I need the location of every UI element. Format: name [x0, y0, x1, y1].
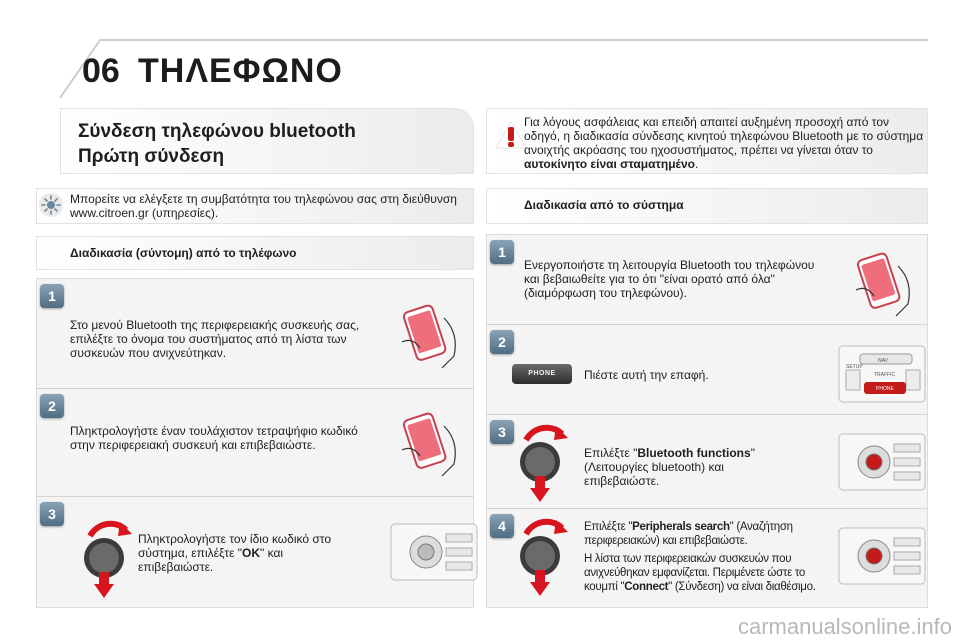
left-step-3-text-a: Πληκτρολογήστε τον ίδιο κωδικό στο σύστημα, επιλέξτε " — [138, 532, 332, 560]
left-step-2-text: Πληκτρολογήστε έναν τουλάχιστον τετραψήφιο κωδικό στην περιφερειακή συσκευή και επιβεβαιώστε. — [70, 424, 358, 452]
right-step-4-p1-b: " (Αναζήτηση περιφερειακών) και επιβεβαιώστε. — [584, 521, 793, 547]
right-step-4-p2-a: Η λίστα των περιφερειακών συσκευών που ανιχνεύθηκαν εμφανίζεται. Περιμένετε ώστε το κουμπί " — [584, 553, 806, 593]
left-step-3-badge: 3 — [40, 502, 64, 526]
right-divider-1 — [486, 324, 928, 325]
right-step-3-text-a: Επιλέξτε " — [584, 446, 638, 460]
dashboard-image — [390, 520, 480, 584]
phone-button: PHONE — [512, 364, 572, 384]
dashboard-image-2 — [838, 430, 928, 494]
left-step-3-text-b: " και επιβεβαιώστε. — [138, 546, 284, 574]
right-step-4-connect: Connect — [624, 581, 669, 593]
right-step-4-badge: 4 — [490, 514, 514, 538]
left-step-1-text: Στο μενού Bluetooth της περιφερειακής συσκευής σας, επιλέξτε το όνομα του συστήματος από τη λίστα των συσκευών που ανιχνεύτηκαν. — [70, 318, 360, 360]
left-section-title: Διαδικασία (σύντομη) από το τηλέφωνο — [70, 246, 297, 260]
heading-line1: Σύνδεση τηλεφώνου bluetooth — [78, 121, 356, 142]
left-step-1-badge: 1 — [40, 284, 64, 308]
right-step-1-badge: 1 — [490, 240, 514, 264]
right-step-2-text: Πιέστε αυτή την επαφή. — [584, 368, 709, 382]
right-step-2-badge: 2 — [490, 330, 514, 354]
right-step-3-bt: Bluetooth functions — [637, 446, 751, 460]
warning-text-part: Για λόγους ασφάλειας και επειδή απαιτεί αυξημένη προσοχή από τον οδηγό, η διαδικασία σύνδεσης κινητού τηλεφώνου Bluetooth με το σύστημα ανοιχτής ακρόασης του ηχοσυστήματος, πρέπει να γίνεται όταν το — [524, 115, 924, 157]
dash-traffic-label: TRAFFIC — [874, 372, 896, 378]
right-divider-2 — [486, 414, 928, 415]
chapter-number: 06 — [82, 52, 120, 90]
right-step-4-peripherals: Peripherals search — [632, 521, 730, 533]
warning-text — [524, 115, 924, 171]
dash-nav-label: NAV — [878, 358, 888, 364]
phone-hand-image-3 — [846, 246, 918, 318]
right-step-1-text: Ενεργοποιήστε τη λειτουργία Bluetooth του τηλεφώνου και βεβαιωθείτε για το ότι "είναι ορατό από όλα" (διαμόρφωση του τηλεφώνου). — [524, 258, 815, 300]
warning-text-end: . — [694, 157, 699, 171]
footer-watermark: carmanualsonline.info — [737, 614, 952, 639]
left-step-3-ok: OK — [242, 546, 261, 560]
dash-phone-label: PHONE — [876, 386, 894, 392]
phone-hand-image-2 — [392, 406, 464, 478]
right-step-4-p2 — [584, 552, 820, 594]
rotary-knob-image-2 — [510, 418, 572, 504]
right-step-4-p1 — [584, 520, 820, 548]
right-section-title: Διαδικασία από το σύστημα — [524, 198, 684, 212]
rotary-knob-image — [74, 514, 136, 600]
warning-text-bold: αυτοκίνητο είναι σταματημένο — [524, 157, 695, 171]
rotary-knob-image-3 — [510, 512, 572, 598]
left-divider-2 — [36, 496, 474, 497]
right-step-3-text-b: " (Λειτουργίες bluetooth) και επιβεβαιώστε. — [584, 446, 755, 488]
phone-hand-image — [392, 298, 464, 370]
right-step-4-p2-b: " (Σύνδεση) να είναι διαθέσιμο. — [668, 581, 816, 593]
right-step-3-text — [584, 446, 784, 488]
bulb-icon — [38, 192, 64, 218]
chapter-title: ΤΗΛΕΦΩΝΟ — [138, 52, 343, 90]
right-step-4-p1-a: Επιλέξτε " — [584, 521, 633, 533]
dashboard-phone-image — [838, 342, 928, 406]
heading-line2: Πρώτη σύνδεση — [78, 146, 225, 167]
warning-icon — [494, 120, 528, 150]
right-step-3-badge: 3 — [490, 420, 514, 444]
left-step-3-text — [138, 532, 338, 574]
left-step-2-badge: 2 — [40, 394, 64, 418]
left-divider-1 — [36, 388, 474, 389]
dash-setup-label: SETUP — [846, 364, 863, 370]
tip-text: Μπορείτε να ελέγξετε τη συμβατότητα του τηλεφώνου σας στη διεύθυνση www.citroen.gr (υπηρεσίες). — [70, 192, 457, 220]
right-divider-3 — [486, 508, 928, 509]
dashboard-image-3 — [838, 524, 928, 588]
